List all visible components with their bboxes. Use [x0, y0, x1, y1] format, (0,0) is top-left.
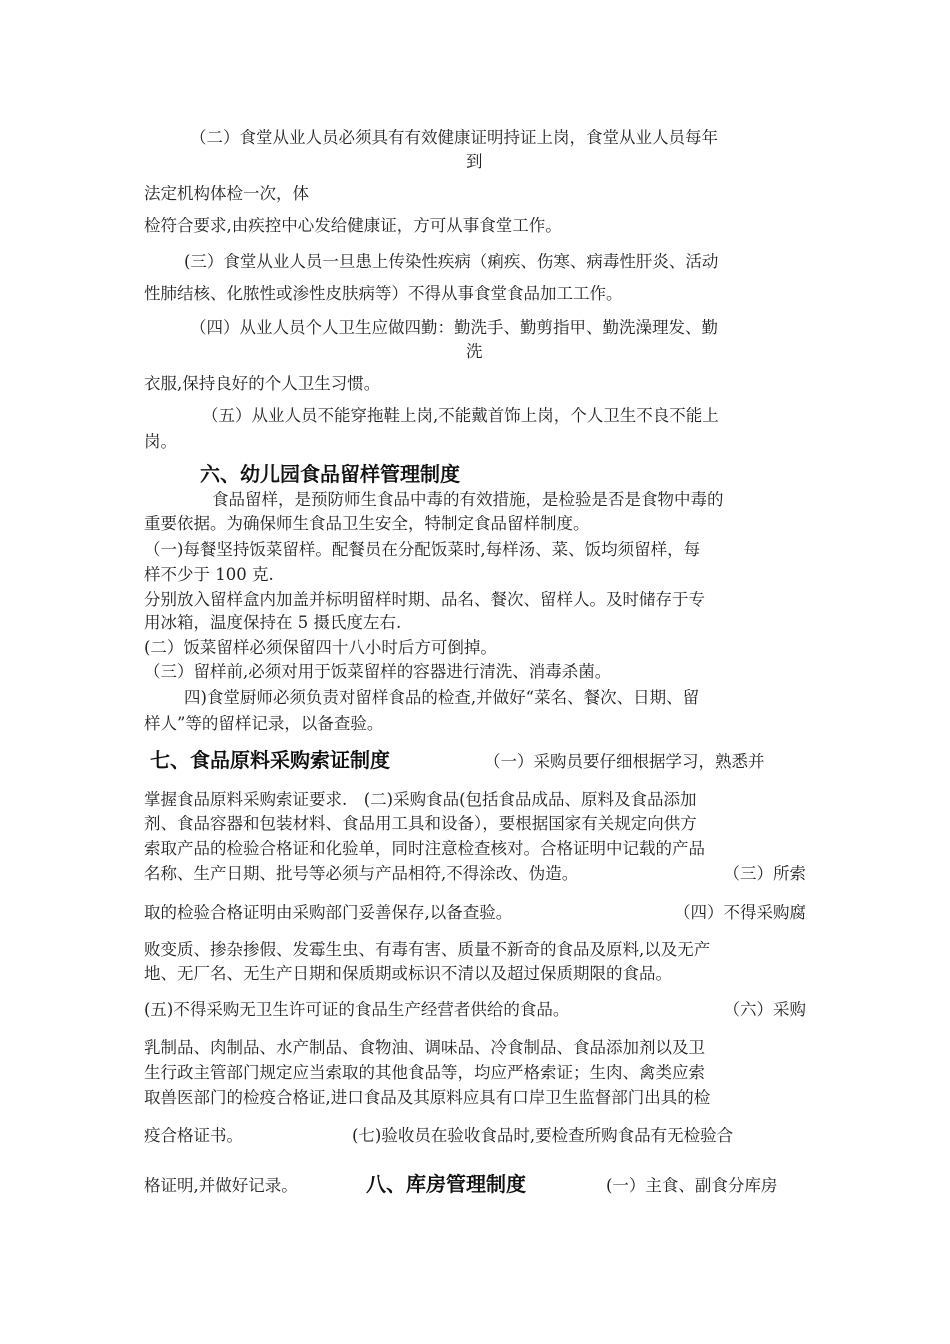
- para-5-2-line3: 法定机构体检一次，体: [144, 184, 309, 203]
- para-5-5-line2: 岗。: [144, 432, 177, 451]
- rule-6-1-line4: 用冰箱，温度保持在 5 摄氏度左右.: [144, 613, 402, 632]
- section-7-heading: 七、食品原料采购索证制度: [150, 748, 390, 772]
- para-5-3-line2: 性肺结核、化脓性或渗性皮肤病等）不得从事食堂食品加工工作。: [144, 284, 623, 303]
- section-6-heading: 六、幼儿园食品留样管理制度: [200, 462, 460, 486]
- para-5-2-line1: （二）食堂从业人员必须具有有效健康证明持证上岗，食堂从业人员每年: [190, 128, 718, 147]
- section-6-intro-line2: 重要依据。为确保师生食品卫生安全，特制定食品留样制度。: [144, 514, 590, 533]
- section-7-line8: 地、无厂名、无生产日期和保质期或标识不清以及超过保质期限的食品。: [144, 964, 672, 983]
- section-6-intro-line1: 食品留样，是预防师生食品中毒的有效措施，是检验是否是食物中毒的: [212, 490, 724, 509]
- section-7-line6: [144, 903, 806, 923]
- section-7-line13-b: (七)验收员在验收食品时,要检查所购食品有无检验合: [352, 1126, 734, 1145]
- para-5-3-line1: (三）食堂从业人员一旦患上传染性疾病（痢疾、伤寒、病毒性肝炎、活动: [184, 252, 719, 271]
- section-7-line6-b: （四）不得采购腐: [674, 903, 806, 922]
- rule-6-4-line2: 样人”等的留样记录，以备查验。: [144, 714, 384, 733]
- para-5-5-line1: （五）从业人员不能穿拖鞋上岗,不能戴首饰上岗，个人卫生不良不能上: [202, 406, 719, 425]
- rule-6-2: (二）饭菜留样必须保留四十八小时后方可倒掉。: [144, 638, 497, 657]
- section-7-line1-tail: （一）采购员要仔细根据学习，熟悉并: [484, 752, 765, 771]
- section-7-line5-b: （三）所索: [723, 864, 806, 883]
- rule-6-3: （三）留样前,必须对用于饭菜留样的容器进行清洗、消毒杀菌。: [144, 662, 612, 681]
- section-7-line9-b: （六）采购: [723, 1000, 806, 1019]
- section-7-line3: 剂、食品容器和包装材料、食品用工具和设备），要根据国家有关规定向供方: [144, 814, 697, 833]
- rule-6-1-line1: （一)每餐坚持饭菜留样。配餐员在分配饭菜时,每样汤、菜、饭均须留样，每: [144, 540, 701, 559]
- section-7-line9: [144, 1000, 806, 1020]
- section-7-line6-a: 取的检验合格证明由采购部门妥善保存,以备查验。: [144, 903, 513, 922]
- section-7-line13-a: 疫合格证书。: [144, 1126, 243, 1145]
- section-7-line9-a: (五)不得采购无卫生许可证的食品生产经营者供给的食品。: [144, 1000, 570, 1019]
- section-7-line5-a: 名称、生产日期、批号等必须与产品相符,不得涂改、伪造。: [144, 864, 579, 883]
- section-7-line5: [144, 864, 806, 884]
- para-5-4-line1: （四）从业人员个人卫生应做四勤：勤洗手、勤剪指甲、勤洗澡理发、勤: [190, 318, 718, 337]
- section-8-line1-tail: (一）主食、副食分库房: [606, 1176, 778, 1195]
- section-7-line7: 败变质、掺杂掺假、发霉生虫、有毒有害、质量不新奇的食品及原料,以及无产: [144, 940, 711, 959]
- para-5-2-line2: 到: [466, 152, 483, 171]
- para-5-4-line3: 衣服,保持良好的个人卫生习惯。: [144, 374, 381, 393]
- rule-6-4-line1: 四)食堂厨师必须负责对留样食品的检查,并做好“菜名、餐次、日期、留: [184, 688, 700, 707]
- rule-6-1-line2: 样不少于 100 克.: [144, 565, 274, 584]
- section-7-line14-a: 格证明,并做好记录。: [144, 1176, 298, 1195]
- section-7-line2: 掌握食品原料采购索证要求. (二)采购食品(包括食品成品、原料及食品添加: [144, 790, 697, 809]
- section-7-line12: 取兽医部门的检疫合格证,进口食品及其原料应具有口岸卫生监督部门出具的检: [144, 1088, 711, 1107]
- section-7-line10: 乳制品、肉制品、水产制品、食物油、调味品、冷食制品、食品添加剂以及卫: [144, 1038, 705, 1057]
- section-7-line4: 索取产品的检验合格证和化验单，同时注意检查核对。合格证明中记载的产品: [144, 839, 705, 858]
- section-7-line11: 生行政主管部门规定应当索取的其他食品等，均应严格索证；生肉、禽类应索: [144, 1063, 705, 1082]
- para-5-4-line2: 洗: [466, 342, 483, 361]
- para-5-2-line4: 检符合要求,由疾控中心发给健康证，方可从事食堂工作。: [144, 216, 562, 235]
- section-8-heading: 八、库房管理制度: [366, 1172, 526, 1196]
- rule-6-1-line3: 分别放入留样盒内加盖并标明留样时期、品名、餐次、留样人。及时储存于专: [144, 590, 705, 609]
